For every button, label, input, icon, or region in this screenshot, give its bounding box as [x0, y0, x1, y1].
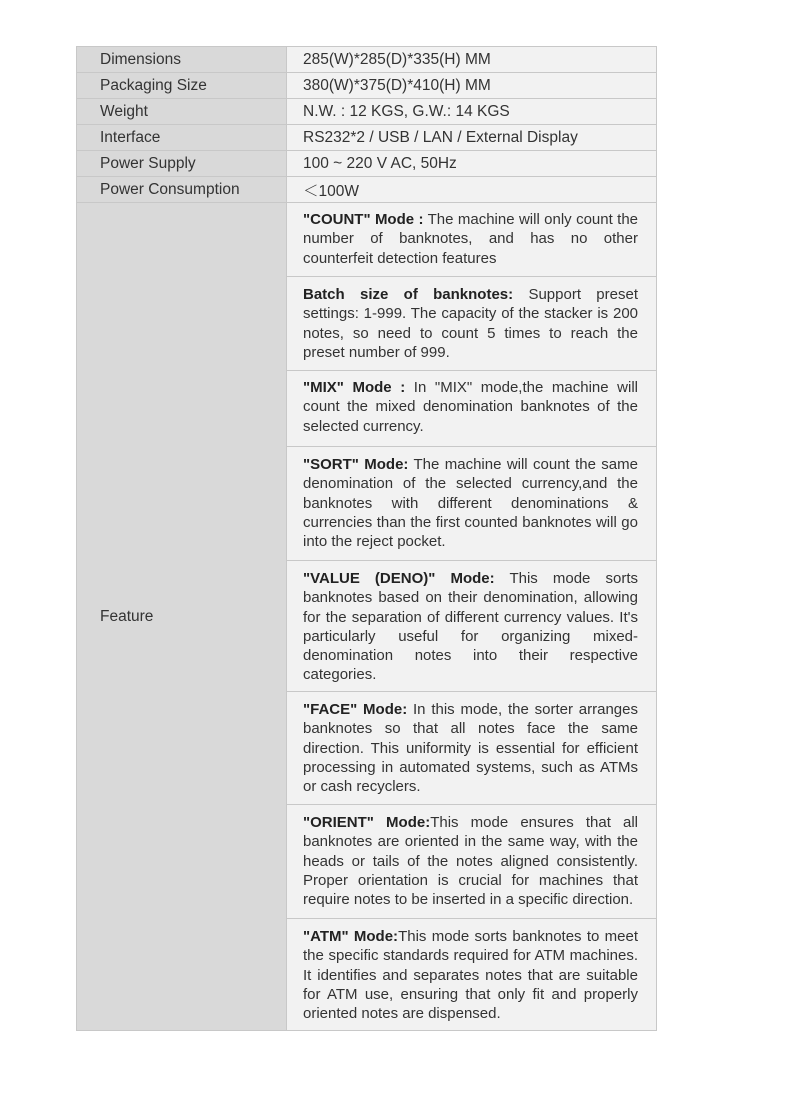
spec-label: Weight: [77, 99, 287, 125]
feature-text: The machine will only count the number of banknotes, and has no other counterfeit detection features: [303, 211, 639, 267]
spec-row-interface: [77, 125, 657, 151]
feature-mix-mode: [287, 370, 656, 446]
feature-text: Support preset settings: 1-999. The capacity of the stacker is 200 notes, so need to count 5 times to reach the preset number of 999.: [303, 286, 638, 361]
feature-sort-mode: [287, 446, 656, 560]
spec-row-feature: [77, 203, 657, 1031]
spec-label: Packaging Size: [77, 73, 287, 99]
feature-text: This mode sorts banknotes based on their denomination, allowing for the separation of different currency values. It's particularly useful for organizing mixed-denomination notes into their respective categories.: [303, 570, 638, 684]
spec-value: ＜100W: [287, 177, 657, 203]
spec-row-power-consumption: [77, 177, 657, 203]
spec-value: RS232*2 / USB / LAN / External Display: [287, 125, 657, 151]
spec-row-dimensions: [77, 47, 657, 73]
feature-text: This mode sorts banknotes to meet the specific standards required for ATM machines. It identifies and separates notes that are suitable for ATM use, ensuring that only fit and properly oriented notes are dispensed.: [303, 928, 638, 1023]
feature-orient-mode: [287, 804, 656, 918]
feature-title: "ATM" Mode:: [303, 928, 399, 945]
spec-row-packaging-size: [77, 73, 657, 99]
spec-label: Power Consumption: [77, 177, 287, 203]
spec-label: Dimensions: [77, 47, 287, 73]
spec-row-power-supply: [77, 151, 657, 177]
feature-title: "SORT" Mode:: [303, 456, 409, 473]
feature-list: [287, 203, 657, 1031]
spec-value: N.W. : 12 KGS, G.W.: 14 KGS: [287, 99, 657, 125]
feature-title: "ORIENT" Mode:: [303, 814, 431, 831]
feature-text: In "MIX" mode,the machine will count the mixed denomination banknotes of the selected currency.: [303, 379, 639, 435]
feature-title: "VALUE (DENO)" Mode:: [303, 570, 495, 587]
feature-face-mode: [287, 691, 656, 804]
feature-text: In this mode, the sorter arranges banknotes so that all notes face the same direction. This uniformity is essential for efficient processing in automated systems, such as ATMs or cash recyclers.: [303, 701, 638, 796]
spec-table: [76, 46, 657, 1031]
spec-label: Interface: [77, 125, 287, 151]
feature-title: "COUNT" Mode :: [303, 211, 424, 228]
spec-label: Power Supply: [77, 151, 287, 177]
feature-text: The machine will count the same denomination of the selected currency,and the banknotes with different denominations & currencies than the first counted banknotes will go into the reject pocket.: [303, 456, 638, 551]
spec-row-weight: [77, 99, 657, 125]
feature-title: "FACE" Mode:: [303, 701, 408, 718]
feature-text: This mode ensures that all banknotes are oriented in the same way, with the heads or tails of the notes aligned consistently. Proper orientation is crucial for machines that require notes to be inserted in a specific direction.: [303, 814, 639, 909]
feature-label: Feature: [77, 203, 287, 1031]
feature-batch-size: [287, 276, 656, 370]
spec-value: 285(W)*285(D)*335(H) MM: [287, 47, 657, 73]
feature-title: Batch size of banknotes:: [303, 286, 514, 303]
feature-title: "MIX" Mode :: [303, 379, 406, 396]
feature-count-mode: [287, 203, 656, 276]
spec-value: 380(W)*375(D)*410(H) MM: [287, 73, 657, 99]
feature-value-deno-mode: [287, 560, 656, 691]
spec-value: 100 ~ 220 V AC, 50Hz: [287, 151, 657, 177]
feature-atm-mode: [287, 918, 656, 1030]
